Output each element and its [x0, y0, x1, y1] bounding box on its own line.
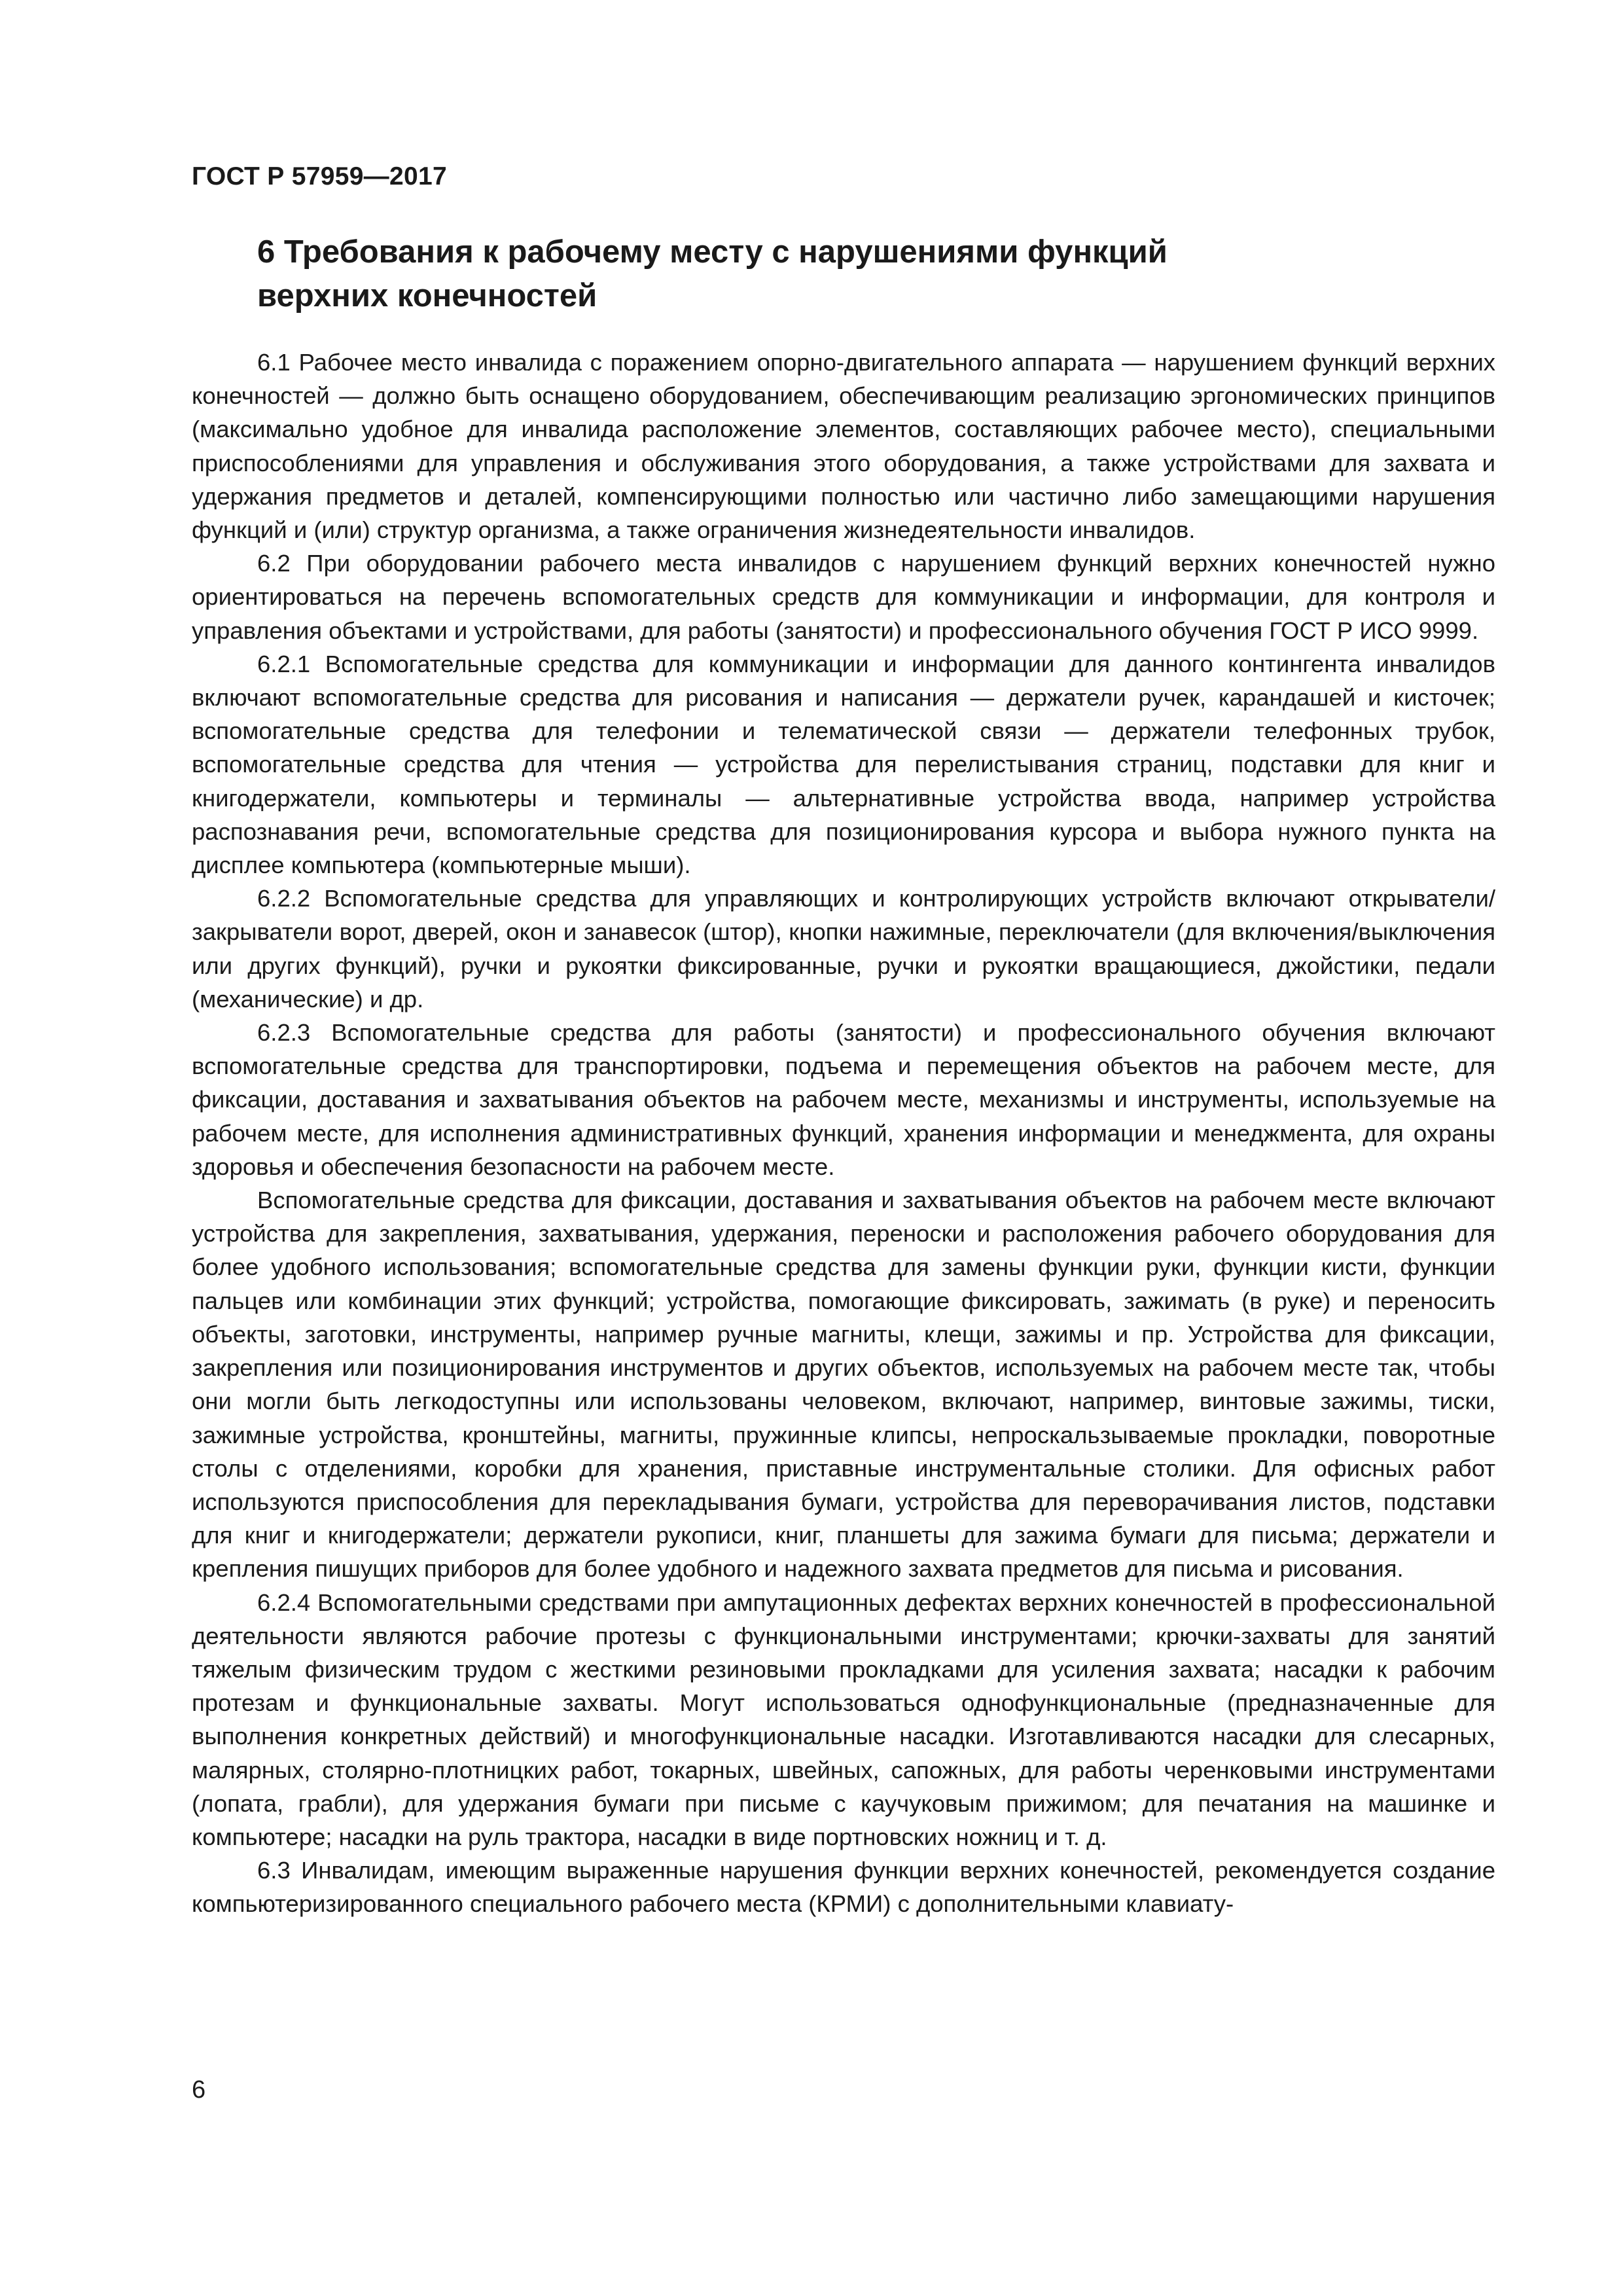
section-title-line-1: 6 Требования к рабочему месту с нарушениями функций: [257, 234, 1168, 270]
paragraph-6-2-3: 6.2.3 Вспомогательные средства для работы (занятости) и профессионального обучения включают вспомогательные средства для транспортировки, подъема и перемещения объектов на рабочем месте, для фиксации, доставания и захватывания объектов на рабочем месте, механизмы и инструменты, используемые на рабочем месте, для исполнения административных функций, хранения информации и менеджмента, для охраны здоровья и обеспечения безопасности на рабочем месте.: [192, 1019, 1495, 1180]
paragraph-6-2-3-continued: Вспомогательные средства для фиксации, доставания и захватывания объектов на рабочем месте включают устройства для закрепления, захватывания, удержания, переноски и расположения рабочего оборудования для более удобного использования; вспомогательные средства для замены функции руки, функции кисти, функции пальцев или комбинации этих функций; устройства, помогающие фиксировать, зажимать (в руке) и переносить объекты, заготовки, инструменты, например ручные магниты, клещи, зажимы и пр. Устройства для фиксации, закрепления или позиционирования инструментов и других объектов, используемых на рабочем месте так, чтобы они могли быть легкодоступны или использованы человеком, включают, например, винтовые зажимы, тиски, зажимные устройства, кронштейны, магниты, пружинные клипсы, непроскальзываемые прокладки, поворотные столы с отделениями, коробки для хранения, приставные инструментальные столики. Для офисных работ используются приспособления для перекладывания бумаги, устройства для переворачивания листов, подставки для книг и книгодержатели; держатели рукописи, книг, планшеты для зажима бумаги для письма; держатели и крепления пишущих приборов для более удобного и надежного захвата предметов для письма и рисования.: [192, 1187, 1495, 1583]
body-text: [192, 346, 1495, 1921]
paragraph-6-2: 6.2 При оборудовании рабочего места инвалидов с нарушением функций верхних конечностей нужно ориентироваться на перечень вспомогательных средств для коммуникации и информации, для контроля и управления объектами и устройствами, для работы (занятости) и профессионального обучения ГОСТ Р ИСО 9999.: [192, 550, 1495, 644]
paragraph-6-2-4: 6.2.4 Вспомогательными средствами при ампутационных дефектах верхних конечностей в профессиональной деятельности являются рабочие протезы с функциональными инструментами; крючки-захваты для занятий тяжелым физическим трудом с жесткими резиновыми прокладками для усиления захвата; насадки к рабочим протезам и функциональные захваты. Могут использоваться однофункциональные (предназначенные для выполнения конкретных действий) и многофункциональные насадки. Изготавливаются насадки для слесарных, малярных, столярно-плотницких работ, токарных, швейных, сапожных, для работы черенковыми инструментами (лопата, грабли), для удержания бумаги при письме с каучуковым прижимом; для печатания на машинке и компьютере; насадки на руль трактора, насадки в виде портновских ножниц и т. д.: [192, 1588, 1495, 1850]
paragraph-6-2-1: 6.2.1 Вспомогательные средства для коммуникации и информации для данного контингента инвалидов включают вспомогательные средства для рисования и написания — держатели ручек, карандашей и кисточек; вспомогательные средства для телефонии и телематической связи — держатели телефонных трубок, вспомогательные средства для чтения — устройства для перелистывания страниц, подставки для книг и книгодержатели, компьютеры и терминалы — альтернативные устройства ввода, например устройства распознавания речи, вспомогательные средства для позиционирования курсора и выбора нужного пункта на дисплее компьютера (компьютерные мыши).: [192, 650, 1495, 879]
section-title-line-2: верхних конечностей: [257, 278, 597, 314]
section-title: [257, 230, 1501, 318]
paragraph-6-2-2: 6.2.2 Вспомогательные средства для управляющих и контролирующих устройств включают открыватели/закрыватели ворот, дверей, окон и занавесок (штор), кнопки нажимные, переключатели (для включения/выключения или других функций), ручки и рукоятки фиксированные, ручки и рукоятки вращающиеся, джойстики, педали (механические) и др.: [192, 885, 1495, 1013]
page-number: 6: [192, 2076, 206, 2104]
document-code: ГОСТ Р 57959—2017: [192, 162, 447, 190]
paragraph-6-3: 6.3 Инвалидам, имеющим выраженные нарушения функции верхних конечностей, рекомендуется создание компьютеризированного специального рабочего места (КРМИ) с дополнительными клавиату-: [192, 1857, 1495, 1918]
paragraph-6-1: 6.1 Рабочее место инвалида с поражением опорно-двигательного аппарата — нарушением функций верхних конечностей — должно быть оснащено оборудованием, обеспечивающим реализацию эргономических принципов (максимально удобное для инвалида расположение элементов, составляющих рабочее место), специальными приспособлениями для управления и обслуживания этого оборудования, а также устройствами для захвата и удержания предметов и деталей, компенсирующими полностью или частично либо замещающими нарушения функций и (или) структур организма, а также ограничения жизнедеятельности инвалидов.: [192, 349, 1495, 544]
